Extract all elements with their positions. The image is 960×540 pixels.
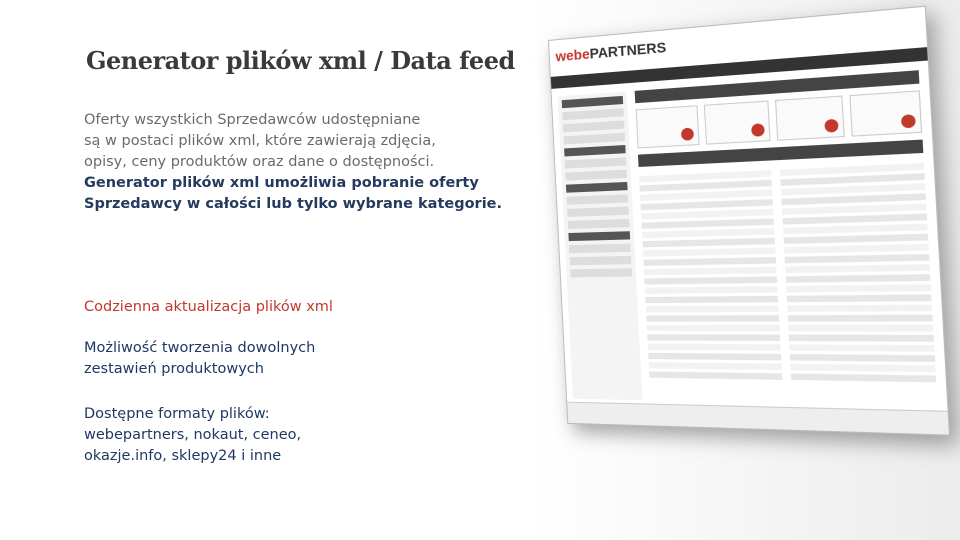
screenshot-footer (567, 402, 949, 435)
formats-line: Dostępne formaty plików: (84, 406, 270, 422)
slide-title: Generator plików xml / Data feed (86, 46, 515, 75)
product-screenshot (548, 6, 950, 436)
intro-text (84, 110, 502, 215)
formats-line: okazje.info, sklepy24 i inne (84, 448, 282, 464)
screenshot-main (635, 70, 938, 407)
feature-custom (84, 338, 315, 380)
intro-line: Oferty wszystkich Sprzedawców udostępniane (84, 112, 421, 128)
intro-line: opisy, ceny produktów oraz dane o dostępności. (84, 154, 435, 170)
intro-line: są w postaci plików xml, które zawierają zdjęcia, (84, 133, 436, 149)
feature-custom-line: Możliwość tworzenia dowolnych (84, 340, 316, 356)
generator-line: Sprzedawcy w całości lub tylko wybrane kategorie. (84, 196, 503, 212)
formats-line: webepartners, nokaut, ceneo, (84, 427, 302, 443)
formats-list (84, 404, 301, 467)
feature-daily: Codzienna aktualizacja plików xml (84, 299, 333, 315)
webepartners-logo: webePARTNERS (555, 38, 667, 65)
generator-line: Generator plików xml umożliwia pobranie oferty (84, 175, 479, 191)
feature-custom-line: zestawień produktowych (84, 361, 264, 377)
screenshot-sidebar (558, 91, 643, 400)
